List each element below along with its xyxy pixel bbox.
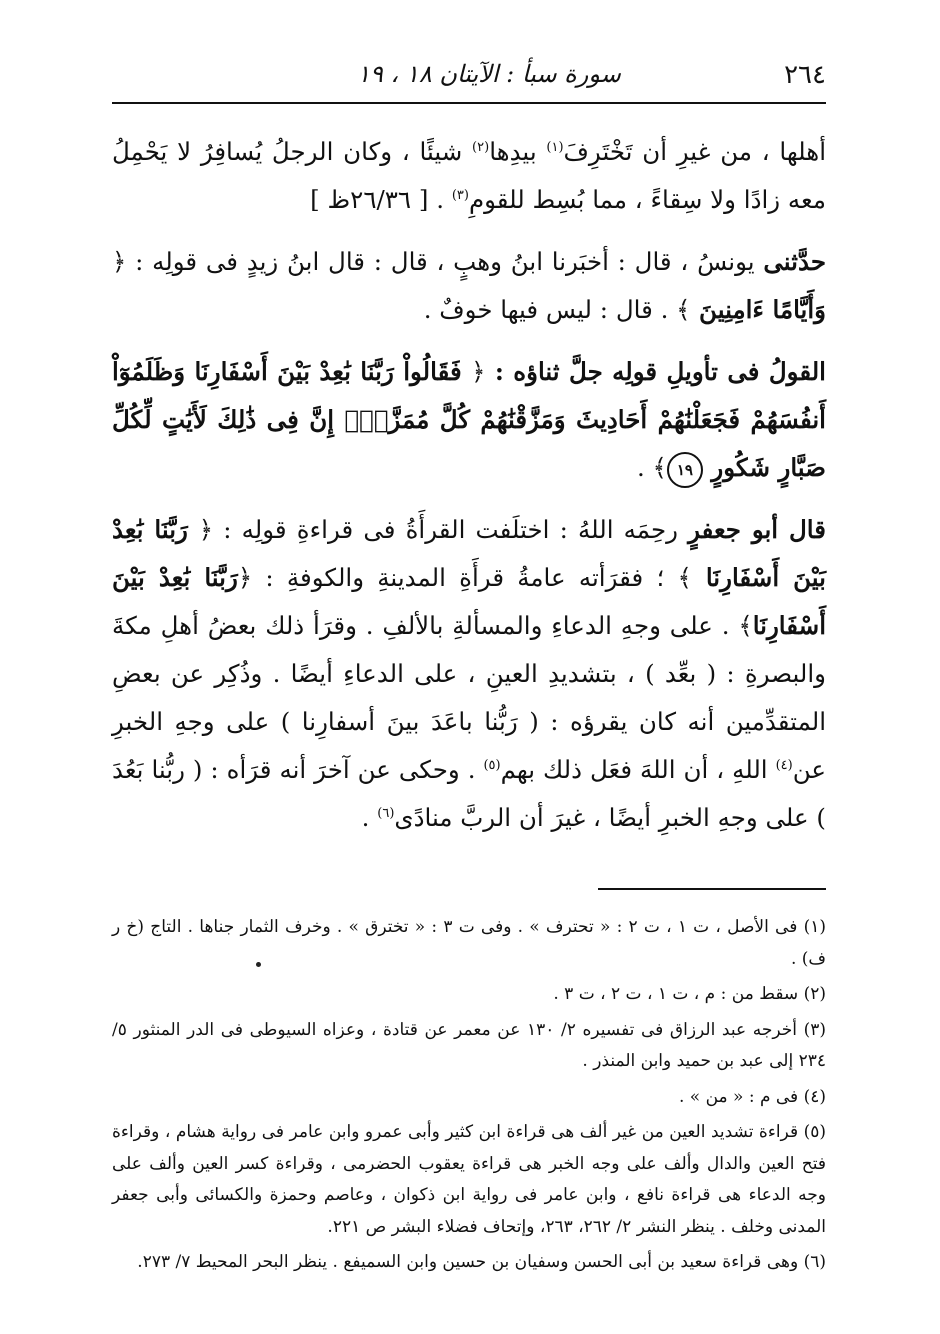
- paragraph-1: [112, 128, 826, 224]
- quran-open-bracket: ﴿: [237, 563, 253, 592]
- footnote-4: (٤) فى م : « من » .: [678, 1086, 826, 1107]
- footnote-ref-5: (٥): [483, 757, 501, 773]
- footnote-1: (١) فى الأصل ، ت ١ ، ت ٢ : « تحترف » . وفى ت ٣ : « تخترق » . وخرف الثمار جناها . التاج (خ ر ف) .: [112, 917, 826, 969]
- footnote-2: (٢) سقط من : م ، ت ١ ، ت ٢ ، ت ٣ .: [553, 984, 826, 1004]
- text-segment: ؛ فقرَأته عامةُ قرأَةِ المدينةِ والكوفةِ :: [252, 563, 678, 592]
- section-heading: القولُ فى تأويلِ قولِه جلَّ ثناؤه :: [485, 357, 826, 386]
- footnote-5: (٥) قراءة تشديد العين من غير ألف هى قراءة ابن كثير وأبى عمرو وابن عامر فى رواية هشام ، وقراءة فتح العين والدال وألف على وجه الخبر هى قراءة يعقوب الحضرمى ، وقراءة كسر العين وألف على وجه الدعاء هى قراءة نافع ، وابن عامر فى رواية ابن ذكوان ، وعاصم وحمزة والكسائى وأبى جعفر المدنى وخلف . ينظر النشر ٢/ ٢٦٢، ٢٦٣، وإتحاف فضلاء البشر ص ٢٢١.: [112, 1122, 826, 1237]
- quran-verse: رَبَّنَا بَٰعِدْ بَيْنَ أَسْفَارِنَا: [112, 515, 826, 592]
- quran-open-bracket: ﴿: [471, 357, 486, 386]
- quran-verse: رَبَّنَا بَٰعِدْ بَيْنَ أَسْفَارِنَا: [112, 563, 826, 640]
- footnote-3: (٣) أخرجه عبد الرزاق فى تفسيره ٢/ ١٣٠ عن معمر عن قتادة ، وعزاه السيوطى فى الدر المنثور ٥/ ٢٣٤ إلى عبد بن حميد وابن المنذر .: [112, 1019, 826, 1071]
- text-segment: . قال : ليس فيها خوفٌ .: [423, 295, 677, 324]
- text-segment: . على وجهِ الدعاءِ والمسألةِ بالألفِ . وقرَأ ذلك بعضُ أهلِ مكةَ والبصرةِ : ( بعِّد ) ، بتشديدِ العينِ ، على الدعاءِ أيضًا . وذُكِر عن بعضِ المتقدِّمين أنه كان يقرؤه : ( رَبُّنا باعَدَ بينَ أسفارِنا ) على وجهِ الخبرِ عن: [112, 611, 826, 784]
- print-speck: [256, 962, 261, 967]
- text-segment: .: [636, 453, 653, 482]
- quran-open-bracket: ﴿: [112, 247, 127, 276]
- quran-verse: وَأَيَّامًا ءَامِنِينَ: [690, 295, 826, 324]
- paragraph-3: [112, 348, 826, 492]
- main-text: [112, 128, 826, 842]
- paragraph-4: [112, 506, 826, 842]
- quran-close-bracket: ﴾: [676, 295, 691, 324]
- running-header: [112, 56, 826, 96]
- text-segment: شيئًا ، وكان الرجلُ يُسافِرُ لا يَحْمِلُ معه زادًا ولا سِقاءً ، مما بُسِط للقومِ: [112, 137, 826, 214]
- footnote-ref-3: (٣): [451, 187, 469, 203]
- footnote-ref-1: (١): [546, 139, 564, 155]
- quran-open-bracket: ﴿: [198, 515, 214, 544]
- quran-close-bracket: ﴾: [652, 453, 667, 482]
- manuscript-folio-ref: [ ٢٦/٣٦ظ ]: [310, 185, 429, 214]
- footnotes: [112, 912, 826, 1279]
- text-segment: يونسُ ، قال : أخبَرنا ابنُ وهبٍ ، قال : قال ابنُ زيدٍ فى قولِه :: [126, 247, 764, 276]
- footnote-ref-2: (٢): [472, 139, 490, 155]
- text-segment: . وحكى عن آخرَ أنه قرَأه : ( ربُّنا بَعُدَ ) على وجهِ الخبرِ أيضًا ، غيرَ أن الربَّ منادًى: [112, 755, 826, 832]
- text-segment: أهلها ، من غيرِ أن تَخْتَرِفَ: [563, 137, 826, 166]
- footnote-ref-6: (٦): [377, 805, 395, 821]
- footnote-ref-4: (٤): [775, 757, 793, 773]
- quran-verse: فَقَالُواْ رَبَّنَا بَٰعِدْ بَيْنَ أَسْفَارِنَا وَظَلَمُوٓاْ أَنفُسَهُمْ فَجَعَلْنَٰهُمْ أَحَادِيثَ وَمَزَّقْنَٰهُمْ كُلَّ مُمَزَّقٍۚ إِنَّ فِى ذَٰلِكَ لَأَيَٰتٍ لِّكُلِّ صَبَّارٍ شَكُورٍ: [112, 357, 826, 482]
- header-rule: [112, 102, 826, 104]
- ayah-number-mark: ١٩: [667, 452, 703, 488]
- text-segment: .: [361, 803, 378, 832]
- text-segment: رحِمَه اللهُ : اختلَفت القرأَةُ فى قراءةِ قولِه :: [213, 515, 689, 544]
- footnote-separator: [598, 888, 826, 890]
- quran-close-bracket: ﴾: [738, 611, 753, 640]
- author-lead: قال أبو جعفرٍ: [688, 515, 826, 544]
- text-segment: بيدِها: [489, 137, 547, 166]
- footnote-6: (٦) وهى قراءة سعيد بن أبى الحسن وسفيان بن حسين وابن السميفع . ينظر البحر المحيط ٧/ ٢٧٣.: [137, 1252, 826, 1272]
- isnad-lead: حدَّثنى: [763, 247, 826, 276]
- text-segment: .: [436, 185, 452, 214]
- text-segment: اللهِ ، أن اللهَ فعَل ذلك بهم: [500, 755, 776, 784]
- running-title: سورة سبأ : الآيتان ١٨ ، ١٩: [357, 60, 621, 88]
- quran-close-bracket: ﴾: [677, 563, 692, 592]
- page-number: ٢٦٤: [784, 60, 826, 90]
- paragraph-2: [112, 238, 826, 334]
